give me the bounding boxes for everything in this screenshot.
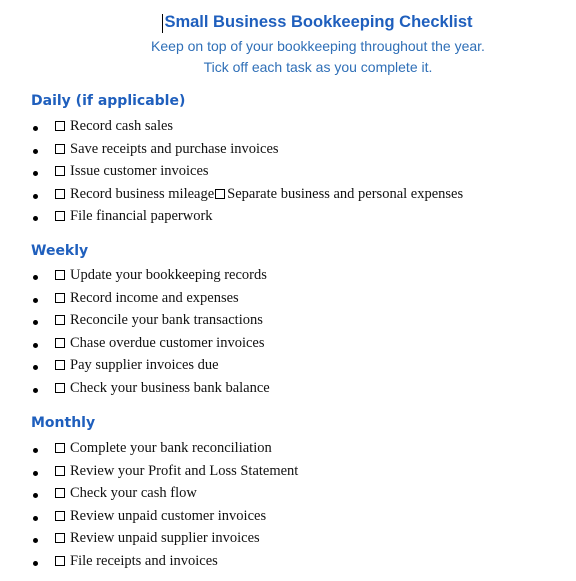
checkbox-icon[interactable]: [55, 166, 65, 176]
bullet-icon: [33, 388, 38, 393]
checkbox-icon[interactable]: [55, 466, 65, 476]
task-label: Save receipts and purchase invoices: [70, 140, 279, 157]
bullet-icon: [33, 471, 38, 476]
task-label: Check your cash flow: [70, 485, 197, 501]
section-heading-weekly: Weekly: [31, 243, 89, 259]
checkbox-icon[interactable]: [55, 556, 65, 566]
task-label: Chase overdue customer invoices: [70, 334, 265, 351]
task-label: Review your Profit and Loss Statement: [70, 462, 299, 479]
checkbox-icon[interactable]: [55, 211, 65, 221]
task-label: Record business mileage: [70, 185, 215, 202]
title-row: [0, 13, 576, 32]
checkbox-icon[interactable]: [55, 533, 65, 543]
task-label: Issue customer invoices: [70, 163, 209, 179]
bullet-icon: [33, 448, 38, 453]
bullet-icon: [33, 171, 38, 176]
checkbox-icon[interactable]: [55, 360, 65, 370]
bullet-icon: [33, 320, 38, 325]
task-label: Review unpaid supplier invoices: [70, 530, 260, 546]
bullet-icon: [33, 126, 38, 131]
document-title-text: Small Business Bookkeeping Checklist: [164, 13, 473, 31]
task-label: File receipts and invoices: [70, 552, 218, 569]
bullet-icon: [33, 216, 38, 221]
task-label: Update your bookkeeping records: [70, 267, 267, 283]
checkbox-icon[interactable]: [55, 443, 65, 453]
task-label: File financial paperwork: [70, 208, 213, 224]
subtitle-line-1: Keep on top of your bookkeeping throughout the year.: [151, 38, 485, 54]
checkbox-icon[interactable]: [55, 121, 65, 131]
subtitle-line-2: Tick off each task as you complete it.: [203, 59, 433, 75]
task-label-combined: [70, 185, 463, 203]
checkbox-icon[interactable]: [55, 293, 65, 303]
task-label: Record income and expenses: [70, 289, 239, 306]
checkbox-icon[interactable]: [55, 189, 65, 199]
task-label: Pay supplier invoices due: [70, 357, 219, 373]
bullet-icon: [33, 149, 38, 154]
bullet-icon: [33, 365, 38, 370]
bullet-icon: [33, 194, 38, 199]
text-cursor: [162, 14, 163, 33]
bullet-icon: [33, 561, 38, 566]
checkbox-icon[interactable]: [55, 383, 65, 393]
section-heading-monthly: Monthly: [31, 415, 96, 431]
bullet-icon: [33, 538, 38, 543]
checkbox-icon[interactable]: [55, 511, 65, 521]
checkbox-icon[interactable]: [55, 270, 65, 280]
checkbox-icon[interactable]: [215, 189, 225, 199]
task-label: Complete your bank reconciliation: [70, 440, 272, 456]
task-label: Check your business bank balance: [70, 379, 270, 396]
bullet-icon: [33, 493, 38, 498]
bullet-icon: [33, 275, 38, 280]
task-label: Separate business and personal expenses: [227, 185, 464, 202]
bullet-icon: [33, 343, 38, 348]
task-label: Review unpaid customer invoices: [70, 507, 267, 524]
task-label: Record cash sales: [70, 118, 174, 134]
bullet-icon: [33, 298, 38, 303]
task-label: Reconcile your bank transactions: [70, 312, 263, 328]
checkbox-icon[interactable]: [55, 144, 65, 154]
checkbox-icon[interactable]: [55, 315, 65, 325]
document-title[interactable]: [163, 13, 472, 32]
section-heading-daily: Daily (if applicable): [31, 93, 186, 109]
checkbox-icon[interactable]: [55, 488, 65, 498]
checkbox-icon[interactable]: [55, 338, 65, 348]
bullet-icon: [33, 516, 38, 521]
